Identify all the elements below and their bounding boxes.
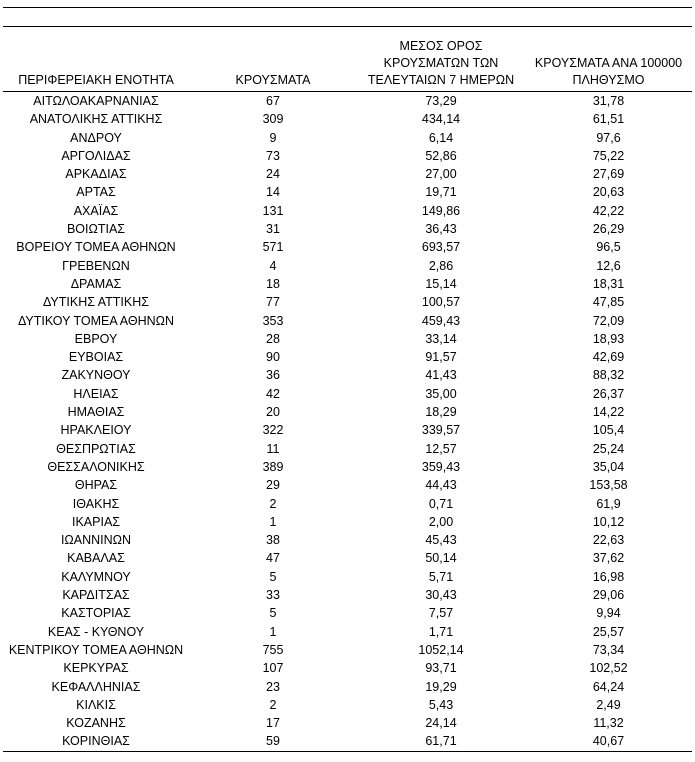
average-7day-cell: 15,14 bbox=[425, 276, 457, 291]
cases-cell: 17 bbox=[266, 716, 280, 731]
table-row bbox=[3, 312, 692, 330]
table-header bbox=[3, 38, 692, 92]
cases-cell: 47 bbox=[266, 551, 280, 566]
average-7day-cell: 50,14 bbox=[425, 551, 457, 566]
per-100000-cell: 22,63 bbox=[592, 533, 625, 548]
regional-unit-cell: ΕΥΒΟΙΑΣ bbox=[68, 350, 124, 365]
table-row bbox=[3, 458, 692, 476]
cases-cell: 389 bbox=[262, 459, 284, 474]
per-100000-cell: 18,93 bbox=[592, 331, 625, 346]
average-7day-cell: 1052,14 bbox=[418, 642, 464, 657]
regional-unit-cell: ΗΡΑΚΛΕΙΟΥ bbox=[60, 423, 132, 438]
per-100000-cell: 72,09 bbox=[592, 313, 625, 328]
average-7day-cell: 45,43 bbox=[425, 533, 457, 548]
cases-cell: 77 bbox=[266, 295, 280, 310]
cases-cell: 18 bbox=[266, 276, 280, 291]
table-row bbox=[3, 183, 692, 201]
regional-unit-cell: ΚΑΣΤΟΡΙΑΣ bbox=[61, 606, 131, 621]
cases-cell: 73 bbox=[266, 148, 280, 163]
average-7day-cell: 6,14 bbox=[428, 130, 454, 145]
table-row bbox=[3, 293, 692, 311]
table-row bbox=[3, 129, 692, 147]
regional-unit-cell: ΚΕΑΣ - ΚΥΘΝΟΥ bbox=[47, 624, 145, 639]
cases-cell: 107 bbox=[262, 661, 284, 676]
average-7day-cell: 18,29 bbox=[425, 405, 457, 420]
cases-cell: 5 bbox=[269, 606, 277, 621]
table-row bbox=[3, 732, 692, 751]
per-100000-cell: 47,85 bbox=[592, 295, 625, 310]
table-row bbox=[3, 586, 692, 604]
cases-cell: 23 bbox=[266, 679, 280, 694]
average-7day-cell: 693,57 bbox=[421, 240, 461, 255]
cases-cell: 42 bbox=[266, 386, 280, 401]
table-row bbox=[3, 513, 692, 531]
regional-unit-cell: ΚΙΛΚΙΣ bbox=[76, 697, 116, 712]
average-7day-cell: 149,86 bbox=[421, 203, 461, 218]
table-row bbox=[3, 348, 692, 366]
average-7day-cell: 27,00 bbox=[425, 167, 457, 182]
average-7day-cell: 41,43 bbox=[425, 368, 457, 383]
table-row bbox=[3, 641, 692, 659]
table-row bbox=[3, 110, 692, 128]
column-header-regional-unit: ΠΕΡΙΦΕΡΕΙΑΚΗ ΕΝΟΤΗΤΑ bbox=[3, 38, 189, 92]
per-100000-cell: 153,58 bbox=[589, 478, 628, 493]
table-body bbox=[3, 92, 692, 752]
per-100000-cell: 11,32 bbox=[593, 716, 624, 731]
regional-unit-cell: ΑΡΤΑΣ bbox=[76, 185, 116, 200]
average-7day-cell: 100,57 bbox=[421, 295, 461, 310]
cases-cell: 20 bbox=[266, 405, 280, 420]
average-7day-cell: 7,57 bbox=[428, 606, 454, 621]
table-row bbox=[3, 531, 692, 549]
per-100000-cell: 102,52 bbox=[589, 661, 628, 676]
per-100000-cell: 88,32 bbox=[592, 368, 625, 383]
cases-cell: 131 bbox=[262, 203, 284, 218]
regional-unit-cell: ΑΙΤΩΛΟΑΚΑΡΝΑΝΙΑΣ bbox=[33, 94, 159, 108]
per-100000-cell: 20,63 bbox=[592, 185, 625, 200]
table-row bbox=[3, 714, 692, 732]
table-row bbox=[3, 623, 692, 641]
cases-cell: 59 bbox=[189, 732, 357, 751]
average-7day-cell: 5,71 bbox=[428, 569, 454, 584]
table-row bbox=[3, 385, 692, 403]
regional-unit-cell: ΚΑΛΥΜΝΟΥ bbox=[61, 569, 131, 584]
table-row bbox=[3, 495, 692, 513]
regional-unit-cell: ΘΗΡΑΣ bbox=[74, 478, 118, 493]
regional-unit-cell: ΖΑΚΥΝΘΟΥ bbox=[61, 368, 131, 383]
per-100000-cell: 31,78 bbox=[592, 94, 625, 108]
table-row bbox=[3, 220, 692, 238]
cases-cell: 309 bbox=[262, 112, 284, 127]
regional-unit-cell: ΙΩΑΝΝΙΝΩΝ bbox=[60, 533, 132, 548]
header-rule bbox=[3, 26, 692, 27]
cases-cell: 5 bbox=[269, 569, 277, 584]
regional-unit-cell: ΙΚΑΡΙΑΣ bbox=[71, 514, 121, 529]
table-row bbox=[3, 202, 692, 220]
average-7day-cell: 434,14 bbox=[421, 112, 461, 127]
regional-unit-cell: ΚΑΡΔΙΤΣΑΣ bbox=[62, 588, 130, 603]
table-row bbox=[3, 403, 692, 421]
cases-cell: 14 bbox=[266, 185, 280, 200]
per-100000-cell: 42,22 bbox=[592, 203, 625, 218]
table-row bbox=[3, 696, 692, 714]
table-row bbox=[3, 568, 692, 586]
per-100000-cell: 29,06 bbox=[592, 588, 625, 603]
table-row bbox=[3, 165, 692, 183]
average-7day-cell: 91,57 bbox=[425, 350, 457, 365]
average-7day-cell: 30,43 bbox=[425, 588, 457, 603]
cases-cell: 322 bbox=[262, 423, 284, 438]
regional-unit-cell: ΔΡΑΜΑΣ bbox=[70, 276, 122, 291]
table-row bbox=[3, 330, 692, 348]
per-100000-cell: 105,4 bbox=[592, 423, 625, 438]
cases-cell: 755 bbox=[262, 642, 284, 657]
per-100000-cell: 25,24 bbox=[592, 441, 625, 456]
cases-cell: 33 bbox=[266, 588, 280, 603]
regional-unit-cell: ΑΧΑΪΑΣ bbox=[73, 203, 119, 218]
per-100000-cell: 61,9 bbox=[596, 496, 621, 511]
per-100000-cell: 73,34 bbox=[592, 642, 625, 657]
average-7day-cell: 73,29 bbox=[425, 94, 457, 108]
per-100000-cell: 97,6 bbox=[596, 130, 621, 145]
per-100000-cell: 18,31 bbox=[592, 276, 625, 291]
cases-cell: 2 bbox=[269, 496, 277, 511]
per-100000-cell: 10,12 bbox=[592, 514, 625, 529]
cases-cell: 4 bbox=[269, 258, 277, 273]
average-7day-cell: 2,00 bbox=[428, 514, 454, 529]
column-header-7day-average: ΜΕΣΟΣ ΟΡΟΣ ΚΡΟΥΣΜΑΤΩΝ ΤΩΝ ΤΕΛΕΥΤΑΙΩΝ 7 ΗΜΕΡΩΝ bbox=[357, 38, 525, 92]
regional-unit-cell: ΒΟΙΩΤΙΑΣ bbox=[66, 222, 126, 237]
regional-unit-cell: ΒΟΡΕΙΟΥ ΤΟΜΕΑ ΑΘΗΝΩΝ bbox=[16, 240, 176, 255]
average-7day-cell: 19,71 bbox=[425, 185, 457, 200]
average-7day-cell: 24,14 bbox=[425, 716, 457, 731]
table-row bbox=[3, 476, 692, 494]
table-row bbox=[3, 604, 692, 622]
average-7day-cell: 2,86 bbox=[428, 258, 454, 273]
regional-unit-cell: ΗΛΕΙΑΣ bbox=[73, 386, 119, 401]
regional-unit-cell: ΚΟΡΙΝΘΙΑΣ bbox=[3, 732, 189, 751]
regional-unit-cell: ΔΥΤΙΚΟΥ ΤΟΜΕΑ ΑΘΗΝΩΝ bbox=[17, 313, 175, 328]
column-header-cases-per-100000: ΚΡΟΥΣΜΑΤΑ ΑΝΑ 100000 ΠΛΗΘΥΣΜΟ bbox=[525, 38, 692, 92]
cases-cell: 36 bbox=[266, 368, 280, 383]
cases-cell: 24 bbox=[266, 167, 280, 182]
top-rule bbox=[3, 7, 692, 8]
table-row bbox=[3, 678, 692, 696]
table-row bbox=[3, 257, 692, 275]
column-header-cases: ΚΡΟΥΣΜΑΤΑ bbox=[189, 38, 357, 92]
table-row bbox=[3, 275, 692, 293]
cases-cell: 31 bbox=[266, 222, 280, 237]
per-100000-cell: 42,69 bbox=[592, 350, 625, 365]
table-row bbox=[3, 238, 692, 256]
average-7day-cell: 12,57 bbox=[425, 441, 457, 456]
per-100000-cell: 96,5 bbox=[596, 240, 621, 255]
cases-cell: 9 bbox=[269, 130, 277, 145]
cases-cell: 571 bbox=[262, 240, 284, 255]
regional-unit-cell: ΑΡΓΟΛΙΔΑΣ bbox=[61, 148, 131, 163]
regional-unit-cell: ΑΡΚΑΔΙΑΣ bbox=[65, 167, 127, 182]
average-7day-cell: 33,14 bbox=[425, 331, 457, 346]
average-7day-cell: 93,71 bbox=[425, 661, 457, 676]
per-100000-cell: 26,37 bbox=[592, 386, 625, 401]
per-100000-cell: 16,98 bbox=[592, 569, 625, 584]
cases-cell: 90 bbox=[266, 350, 280, 365]
cases-cell: 29 bbox=[266, 478, 280, 493]
cases-cell: 38 bbox=[266, 533, 280, 548]
average-7day-cell: 1,71 bbox=[428, 624, 454, 639]
regional-unit-cell: ΚΑΒΑΛΑΣ bbox=[67, 551, 125, 566]
cases-cell: 11 bbox=[266, 441, 280, 456]
table-row bbox=[3, 549, 692, 567]
regional-unit-cell: ΙΘΑΚΗΣ bbox=[72, 496, 120, 511]
table-row bbox=[3, 440, 692, 458]
cases-cell: 353 bbox=[262, 313, 284, 328]
per-100000-cell: 75,22 bbox=[592, 148, 625, 163]
cases-cell: 28 bbox=[266, 331, 280, 346]
regional-unit-cell: ΚΕΡΚΥΡΑΣ bbox=[63, 661, 129, 676]
table-row bbox=[3, 92, 692, 111]
regional-unit-cell: ΔΥΤΙΚΗΣ ΑΤΤΙΚΗΣ bbox=[43, 295, 149, 310]
cases-cell: 2 bbox=[269, 697, 277, 712]
regional-unit-cell: ΑΝΔΡΟΥ bbox=[70, 130, 122, 145]
average-7day-cell: 61,71 bbox=[357, 732, 525, 751]
cases-table bbox=[3, 38, 692, 752]
average-7day-cell: 5,43 bbox=[428, 697, 454, 712]
cases-cell: 1 bbox=[269, 624, 277, 639]
regional-unit-cell: ΚΟΖΑΝΗΣ bbox=[66, 716, 126, 731]
per-100000-cell: 64,24 bbox=[592, 679, 625, 694]
header-row bbox=[3, 38, 692, 92]
average-7day-cell: 459,43 bbox=[421, 313, 461, 328]
per-100000-cell: 14,22 bbox=[592, 405, 625, 420]
average-7day-cell: 19,29 bbox=[425, 679, 457, 694]
per-100000-cell: 61,51 bbox=[592, 112, 625, 127]
average-7day-cell: 35,00 bbox=[425, 386, 457, 401]
average-7day-cell: 339,57 bbox=[421, 423, 461, 438]
cases-cell: 67 bbox=[266, 94, 280, 108]
regional-unit-cell: ΑΝΑΤΟΛΙΚΗΣ ΑΤΤΙΚΗΣ bbox=[29, 112, 163, 127]
per-100000-cell: 27,69 bbox=[592, 167, 625, 182]
table-row bbox=[3, 366, 692, 384]
average-7day-cell: 0,71 bbox=[428, 496, 454, 511]
per-100000-cell: 26,29 bbox=[592, 222, 625, 237]
regional-unit-cell: ΚΕΝΤΡΙΚΟΥ ΤΟΜΕΑ ΑΘΗΝΩΝ bbox=[8, 642, 184, 657]
per-100000-cell: 9,94 bbox=[596, 606, 621, 621]
per-100000-cell: 40,67 bbox=[525, 732, 692, 751]
regional-unit-cell: ΗΜΑΘΙΑΣ bbox=[67, 405, 125, 420]
table-row bbox=[3, 147, 692, 165]
table-row bbox=[3, 421, 692, 439]
regional-unit-cell: ΕΒΡΟΥ bbox=[74, 331, 118, 346]
cases-cell: 1 bbox=[269, 514, 277, 529]
regional-unit-cell: ΚΕΦΑΛΛΗΝΙΑΣ bbox=[51, 679, 141, 694]
average-7day-cell: 36,43 bbox=[425, 222, 457, 237]
per-100000-cell: 12,6 bbox=[596, 258, 621, 273]
average-7day-cell: 359,43 bbox=[421, 459, 461, 474]
per-100000-cell: 35,04 bbox=[592, 459, 625, 474]
regional-unit-cell: ΓΡΕΒΕΝΩΝ bbox=[62, 258, 130, 273]
average-7day-cell: 52,86 bbox=[425, 148, 457, 163]
regional-unit-cell: ΘΕΣΠΡΩΤΙΑΣ bbox=[56, 441, 136, 456]
regional-unit-cell: ΘΕΣΣΑΛΟΝΙΚΗΣ bbox=[47, 459, 145, 474]
per-100000-cell: 2,49 bbox=[596, 697, 621, 712]
per-100000-cell: 37,62 bbox=[592, 551, 625, 566]
average-7day-cell: 44,43 bbox=[425, 478, 457, 493]
per-100000-cell: 25,57 bbox=[592, 624, 625, 639]
table-row bbox=[3, 659, 692, 677]
